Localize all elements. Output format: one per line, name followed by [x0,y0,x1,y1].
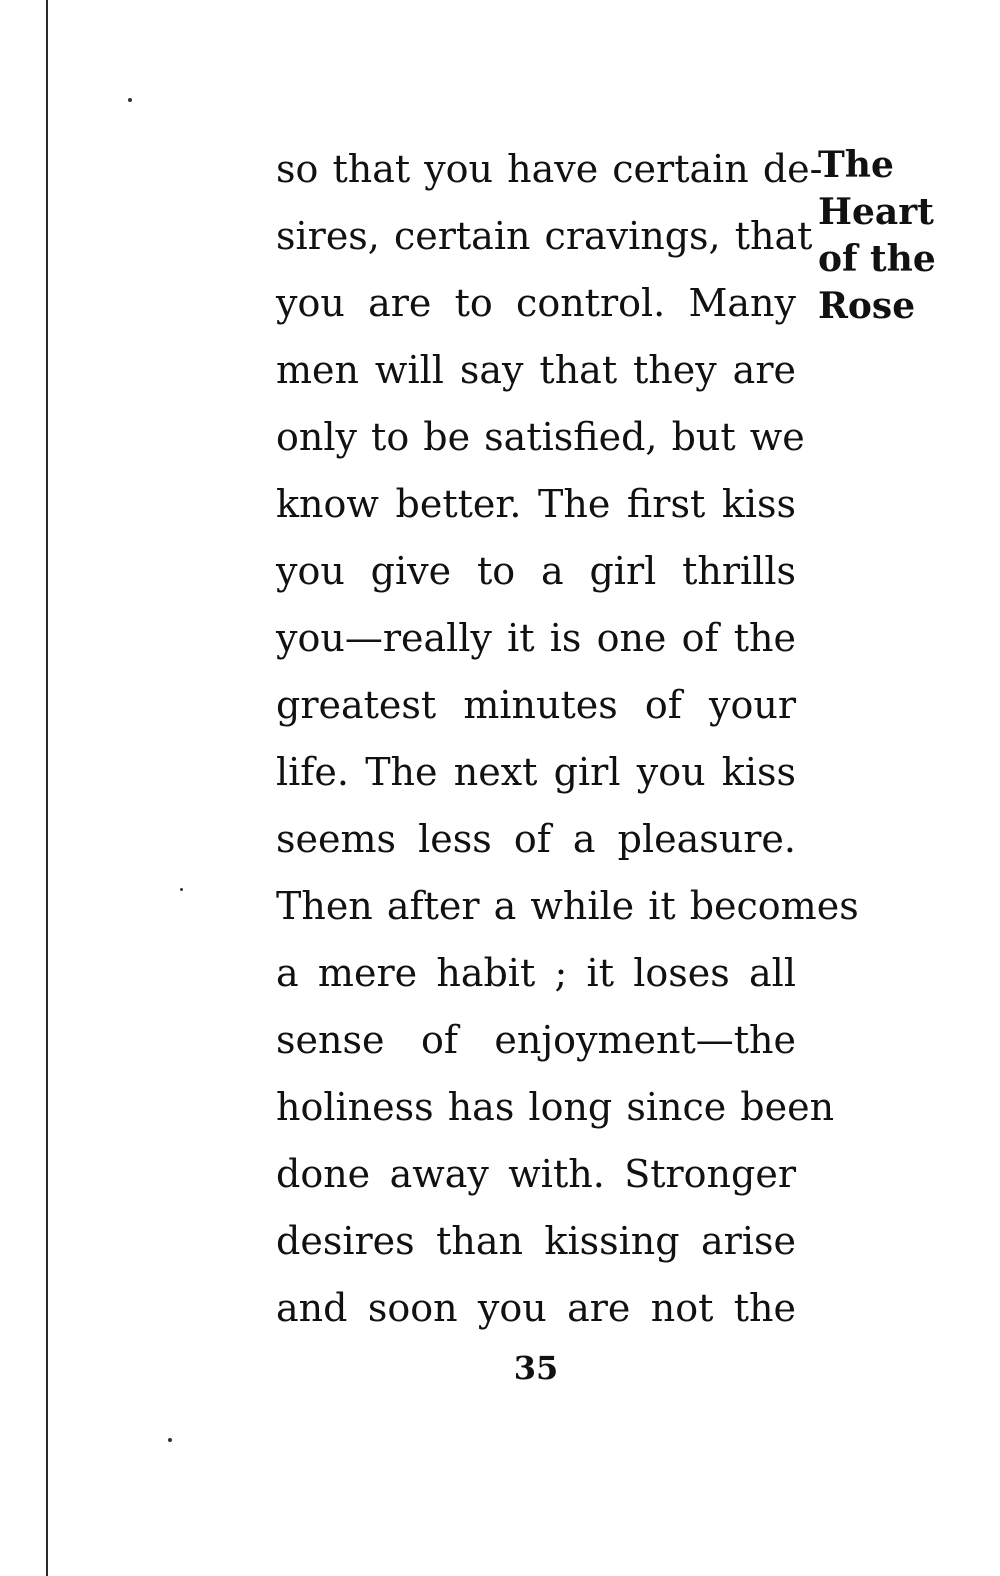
scan-speck [128,98,132,102]
text-line: Then after a while it becomes [276,884,859,928]
side-heading-line: of the [818,238,936,280]
text-line: holiness has long since been [276,1085,835,1129]
text-line: desires than kissing arise [276,1219,796,1263]
text-line: so that you have certain de- [276,147,823,191]
text-line: you—really it is one of the [276,616,796,660]
binding-edge [46,0,48,1576]
side-heading [818,142,958,330]
text-line: sires, certain cravings, that [276,214,813,258]
page-number: 35 [513,1349,559,1387]
side-heading-line: Rose [818,285,916,327]
text-line: life. The next girl you kiss [276,750,796,794]
text-line: seems less of a pleasure. [276,817,796,861]
text-line: men will say that they are [276,348,796,392]
text-line: you are to control. Many [276,281,796,325]
side-heading-line: The [818,144,894,186]
text-line: sense of enjoyment—the [276,1018,796,1062]
text-line: greatest minutes of your [276,683,796,727]
text-line: done away with. Stronger [276,1152,796,1196]
text-line: only to be satisfied, but we [276,415,805,459]
scan-speck [168,1438,172,1442]
text-line: know better. The first kiss [276,482,796,526]
text-line: a mere habit ; it loses all [276,951,796,995]
side-heading-line: Heart [818,191,934,233]
body-text [276,136,859,1342]
text-line: and soon you are not the [276,1286,796,1330]
scan-speck [180,888,183,891]
text-line: you give to a girl thrills [276,549,796,593]
